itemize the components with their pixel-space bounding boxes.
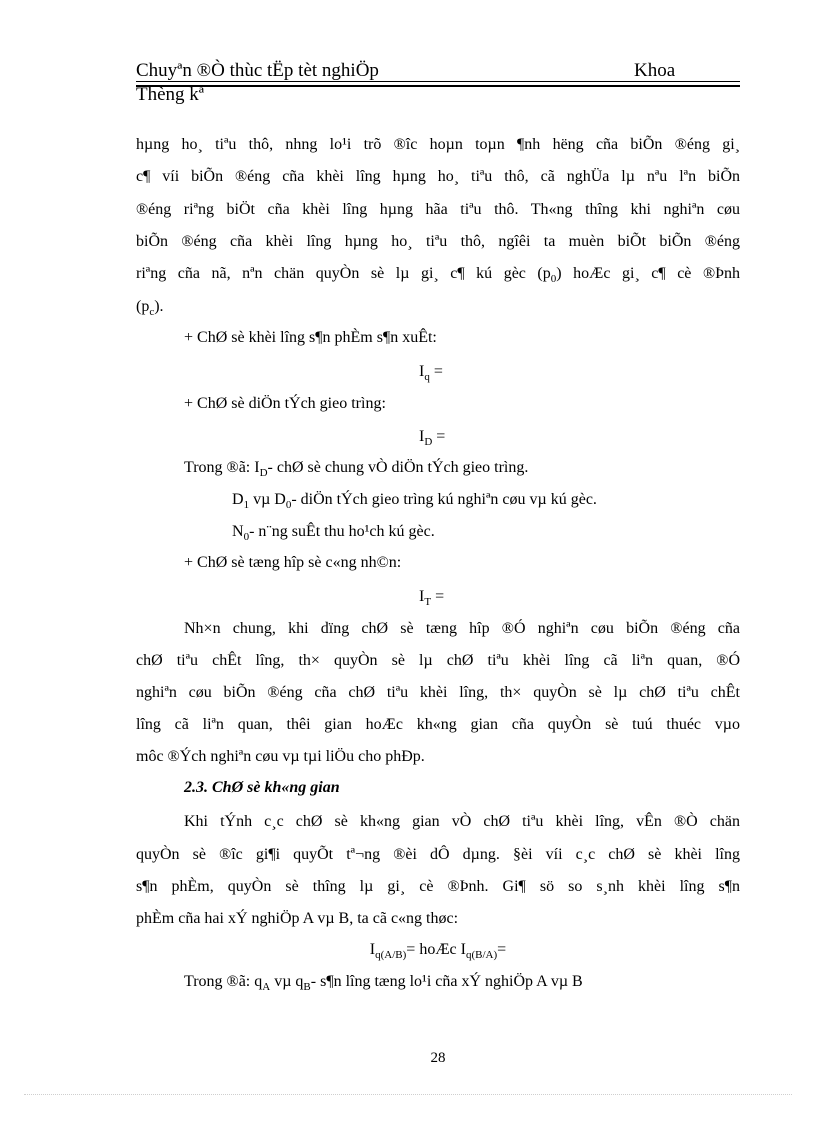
section-heading: 2.3. ChØ sè kh«ng gian [184, 779, 340, 796]
paragraph-line: riªng cña nã, nªn chän quyÒn sè lµ gi¸ c¶ kú gèc $(p_0)$ hoÆc gi¸ c¶ cè ®Þnh [136, 265, 740, 286]
paragraph-line: quyÒn sè ®îc gi¶i quyÕt tª¬ng ®èi dÔ dµng. §èi víi c¸c chØ sè khèi lîng [136, 846, 740, 863]
page-number: 28 [430, 1050, 446, 1066]
paragraph-line: môc ®Ých nghiªn cøu vµ tµi liÖu cho phÐp. [136, 748, 425, 765]
paragraph-line: phÈm cña hai xÝ nghiÖp A vµ B, ta cã c«ng thøc: [136, 910, 459, 927]
paragraph-line: chØ tiªu chÊt lîng, th× quyÒn sè lµ chØ tiªu khèi lîng cã liªn quan, ®Ó [136, 652, 740, 669]
paragraph-line: nghiªn cøu biÕn ®éng cña chØ tiªu khèi lîng, th× quyÒn sè lµ chØ tiªu chÊt [136, 684, 740, 701]
header-rule-thick [136, 85, 740, 87]
header-department: Khoa [634, 60, 676, 81]
paragraph-line: Nh×n chung, khi dïng chØ sè tæng hîp ®Ó nghiªn cøu biÕn ®éng cña [184, 620, 740, 637]
formula-line: $I_q$ = [419, 363, 443, 384]
bullet-line: + ChØ sè khèi lîng s¶n phÈm s¶n xuÊt: [184, 329, 437, 346]
header-title-line2: Thèng kª [136, 84, 205, 105]
definition-line: Trong ®ã: $I_D-$ chØ sè chung vÒ diÖn tÝch gieo trìng. [184, 459, 529, 480]
paragraph-line: biÕn ®éng cña khèi lîng hµng ho¸ tiªu thô, ngîêi ta muèn biÕt biÕn ®éng [136, 233, 740, 250]
paragraph-line: lîng cã liªn quan, thêi gian hoÆc kh«ng gian cña quyÒn sè tuú thuéc vµo [136, 716, 740, 733]
header-title-line1: Chuyªn ®Ò thùc tËp tèt nghiÖp [136, 60, 379, 81]
formula-line: $I_D$ = [419, 428, 446, 449]
paragraph-line: hµng ho¸ tiªu thô, nhng lo¹i trõ ®îc hoµn toµn ¶nh hëng cña biÕn ®éng gi¸ [136, 136, 740, 153]
definition-line: $D_1$ vµ $D_0-$ diÖn tÝch gieo trìng kú nghiªn cøu vµ kú gèc. [232, 491, 597, 512]
paragraph-line: ®éng riªng biÖt cña khèi lîng hµng hãa tiªu thô. Th«ng thîng khi nghiªn cøu [136, 201, 740, 218]
paragraph-line: Khi tÝnh c¸c chØ sè kh«ng gian vÒ chØ tiªu khèi lîng, vÊn ®Ò chän [184, 813, 740, 830]
paragraph-line: s¶n phÈm, quyÒn sè thîng lµ gi¸ cè ®Þnh. Gi¶ sö so s¸nh khèi lîng s¶n [136, 878, 740, 895]
formula-line: $I_T$ = [419, 588, 445, 609]
header-rule-thin [136, 81, 740, 82]
formula-line: $I_{q(A/B)}=$ hoÆc $I_{q(B/A)}=$ [369, 941, 507, 962]
definition-line: Trong ®ã: $q_A$ vµ $q_B-$ s¶n lîng tæng lo¹i cña xÝ nghiÖp A vµ B [184, 973, 583, 994]
definition-line: $N_0-$ n¨ng suÊt thu ho¹ch kú gèc. [232, 523, 435, 544]
paragraph-line: $(p_c)$. [136, 298, 164, 319]
bullet-line: + ChØ sè tæng hîp sè c«ng nh©n: [184, 554, 402, 571]
bullet-line: + ChØ sè diÖn tÝch gieo trìng: [184, 395, 386, 412]
paragraph-line: c¶ víi biÕn ®éng cña khèi lîng hµng ho¸ tiªu thô, cã nghÜa lµ nªu lªn biÕn [136, 168, 740, 185]
page-bottom-divider [24, 1094, 792, 1095]
